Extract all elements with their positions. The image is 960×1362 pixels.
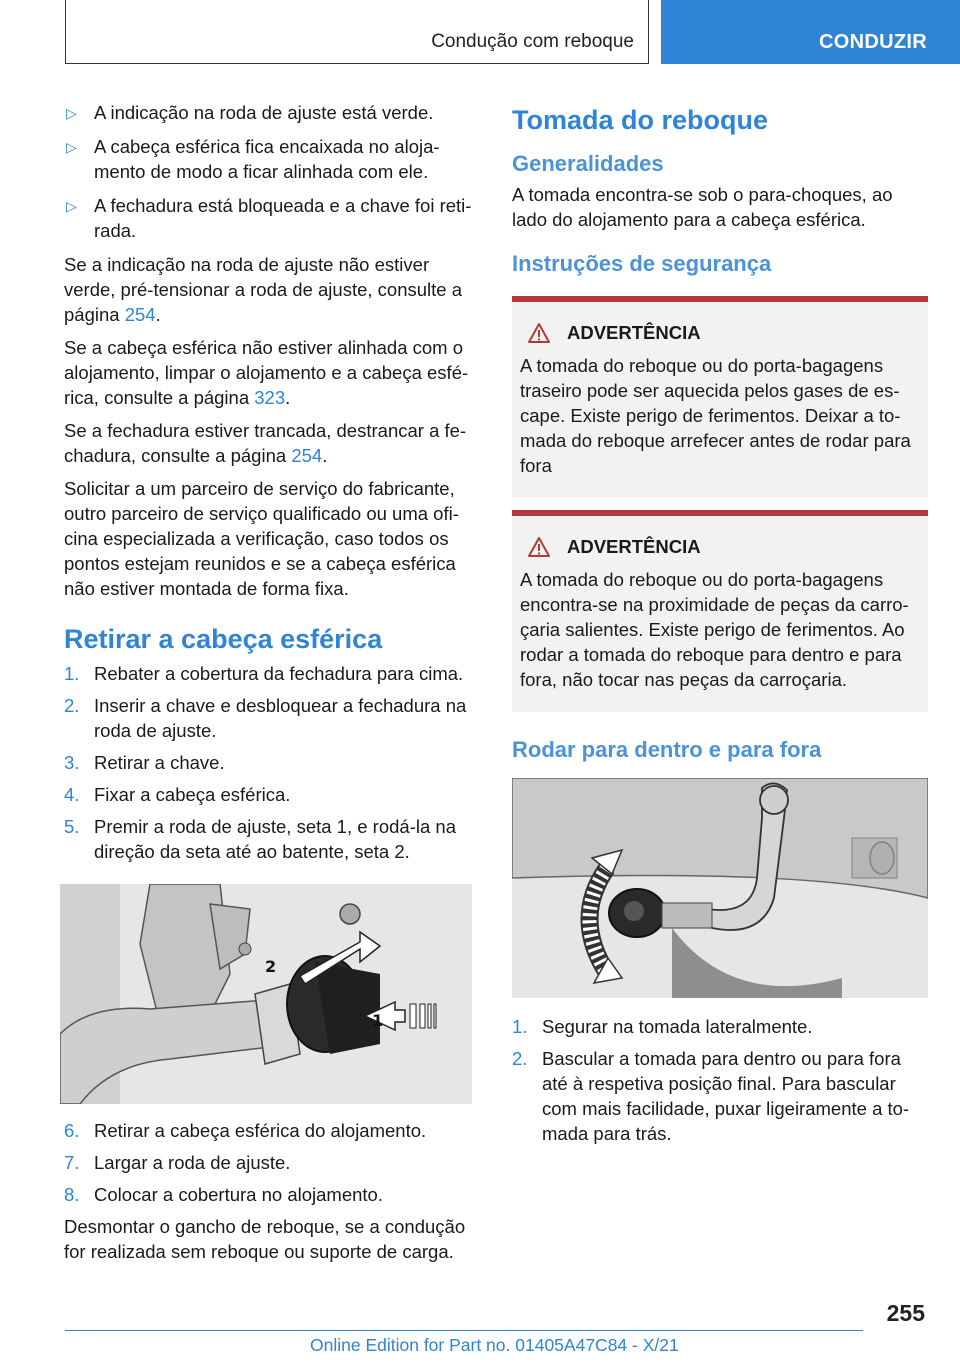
paragraph: A tomada encontra-se sob o para-choques, ao lado do alojamento para a cabeça esférica. [512,184,893,230]
step-item: 2. Inserir a chave e desbloquear a fechadura na roda de ajuste. [64,695,467,741]
right-column [512,100,928,1153]
warning-text: A tomada do reboque ou do porta-bagagens traseiro pode ser aquecida pelos gases de es-cape. Existe perigo de ferimentos. Deixar a to-mada do reboque arrefecer antes de rodar para fora [520,355,911,476]
trailer-socket-drawing [512,778,928,998]
bullet-text: A fechadura está bloqueada e a chave foi reti-rada. [94,195,472,241]
bullet-item [64,100,480,125]
footer-edition: Online Edition for Part no. 01405A47C84 - X/21 [310,1335,679,1355]
bullet-item [64,134,480,184]
warning-box [512,296,928,498]
paragraph: Se a indicação na roda de ajuste não estiver verde, pré-tensionar a roda de ajuste, consulte a página 254. [64,254,462,325]
step-item: 1. Segurar na tomada lateralmente. [512,1016,813,1037]
step-item: 6. Retirar a cabeça esférica do alojamento. [64,1120,427,1141]
warning-title: ADVERTÊNCIA [567,536,701,557]
warning-text: A tomada do reboque ou do porta-bagagens encontra-se na proximidade de peças da carro-çaria salientes. Existe perigo de ferimentos. Ao rodar a tomada do reboque para dentro e para fora, não tocar nas peças da carroçaria. [520,569,909,690]
paragraph: Solicitar a um parceiro de serviço do fabricante, outro parceiro de serviço qualificado ou uma ofi-cina especializada a verificação, caso todos os pontos estejam reunidos e se a cabeça esférica não estiver montada de forma fixa. [64,478,459,599]
trailer-socket-illustration [512,778,928,998]
page-link[interactable]: 323 [254,387,286,408]
paragraph: Se a cabeça esférica não estiver alinhada com o alojamento, limpar o alojamento e a cabeça esfé-rica, consulte a página 323. [64,337,469,408]
warning-triangle-icon [527,536,551,558]
step-item: 4. Fixar a cabeça esférica. [64,784,291,805]
step-item: 3. Retirar a chave. [64,752,225,773]
tow-hitch-illustration [60,884,472,1104]
page-link[interactable]: 254 [124,304,156,325]
step-item: 7. Largar a roda de ajuste. [64,1152,291,1173]
left-column [64,100,480,1272]
chapter-title: Condução com reboque [431,31,634,52]
arrow-1-label: 1 [372,1011,384,1030]
step-item: 1. Rebater a cobertura da fechadura para cima. [64,663,464,684]
tow-hitch-drawing [60,884,472,1104]
warning-title: ADVERTÊNCIA [567,322,701,343]
heading-trailer-socket: Tomada do reboque [512,105,769,135]
triangle-bullet-icon: ▷ [66,139,77,155]
step-item: 2. Bascular a tomada para dentro ou para fora até à respetiva posição final. Para bascular com mais facilidade, puxar ligeiramente a to-mada para trás. [512,1048,910,1144]
paragraph: Se a fechadura estiver trancada, destrancar a fe-chadura, consulte a página 254. [64,420,467,466]
bullet-item [64,193,480,243]
arrow-2-label: 2 [265,957,277,976]
page-link[interactable]: 254 [291,445,323,466]
triangle-bullet-icon: ▷ [66,198,77,214]
warning-triangle-icon [527,322,551,344]
warning-box [512,510,928,712]
header-chapter-box [65,0,649,64]
subheading-general: Generalidades [512,151,664,176]
paragraph: Desmontar o gancho de reboque, se a condução for realizada sem reboque ou suporte de carga. [64,1216,466,1262]
footer-divider [65,1330,863,1331]
bullet-text: A cabeça esférica fica encaixada no aloja-mento de modo a ficar alinhada com ele. [94,136,440,182]
heading-remove-ball-head: Retirar a cabeça esférica [64,624,383,654]
header-section-tab [661,0,960,64]
step-item: 8. Colocar a cobertura no alojamento. [64,1184,383,1205]
triangle-bullet-icon: ▷ [66,105,77,121]
subheading-swivel: Rodar para dentro e para fora [512,737,822,762]
subheading-safety: Instruções de segurança [512,251,772,276]
section-title: CONDUZIR [819,31,927,53]
bullet-text: A indicação na roda de ajuste está verde. [94,102,434,123]
page-number: 255 [886,1300,925,1326]
step-item: 5. Premir a roda de ajuste, seta 1, e rodá-la na direção da seta até ao batente, seta 2. [64,816,456,862]
